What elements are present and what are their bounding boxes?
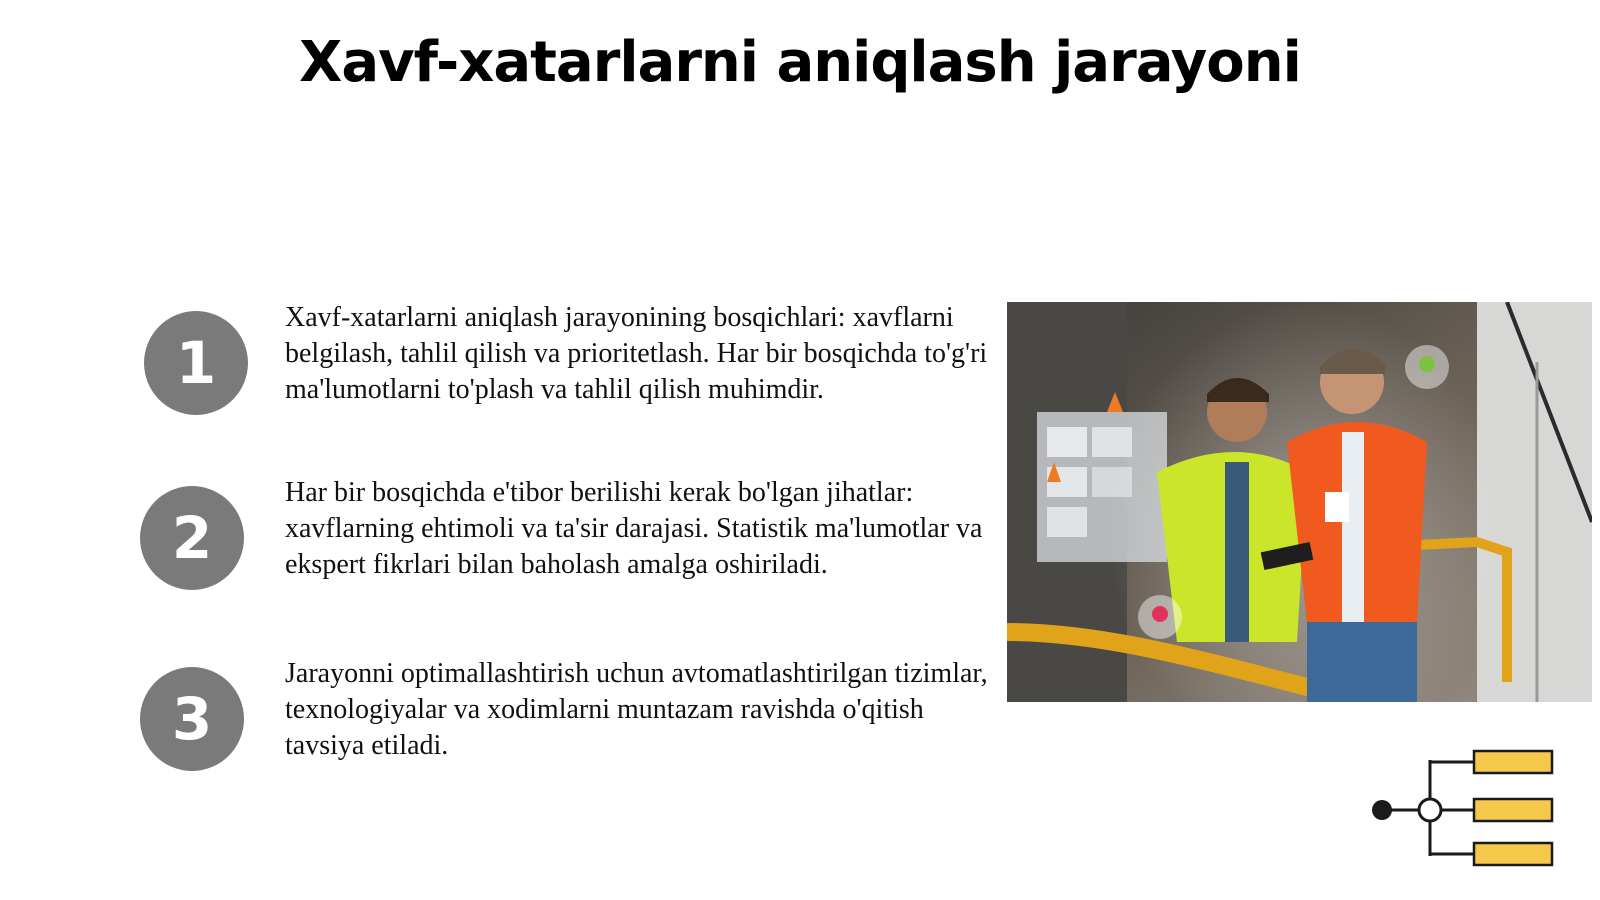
diagram-leaf-1: [1474, 751, 1552, 773]
step-1-number: 1: [175, 329, 217, 397]
step-3-text: Jarayonni optimallashtirish uchun avtomatlashtirilgan tizimlar, texnologiyalar va xodimlarni muntazam ravishda o'qitish tavsiya etiladi.: [285, 658, 988, 761]
step-3-number-badge: [140, 667, 244, 771]
step-2-number: 2: [171, 504, 213, 572]
slide-title: Xavf-xatarlarni aniqlash jarayoni: [299, 30, 1301, 95]
step-2-text: Har bir bosqichda e'tibor berilishi kerak bo'lgan jihatlar: xavflarning ehtimoli va ta'sir darajasi. Statistik ma'lumotlar va ekspert fikrlari bilan baholash amalga oshiriladi.: [285, 477, 983, 580]
step-2-number-badge: [140, 486, 244, 590]
tree-branch-diagram-icon: [1370, 748, 1560, 878]
diagram-leaf-3: [1474, 843, 1552, 865]
diagram-root-node: [1372, 800, 1392, 820]
diagram-leaf-2: [1474, 799, 1552, 821]
step-3-number: 3: [171, 685, 213, 753]
step-1-text: Xavf-xatarlarni aniqlash jarayonining bosqichlari: xavflarni belgilash, tahlil qilish va prioritetlash. Har bir bosqichda to'g'ri ma'lumotlarni to'plash va tahlil qilish muhimdir.: [285, 302, 988, 405]
diagram-branch-node: [1419, 799, 1441, 821]
step-1-number-badge: [144, 311, 248, 415]
workers-photo: [1007, 302, 1592, 702]
workers-photo-illustration: [1007, 302, 1592, 702]
